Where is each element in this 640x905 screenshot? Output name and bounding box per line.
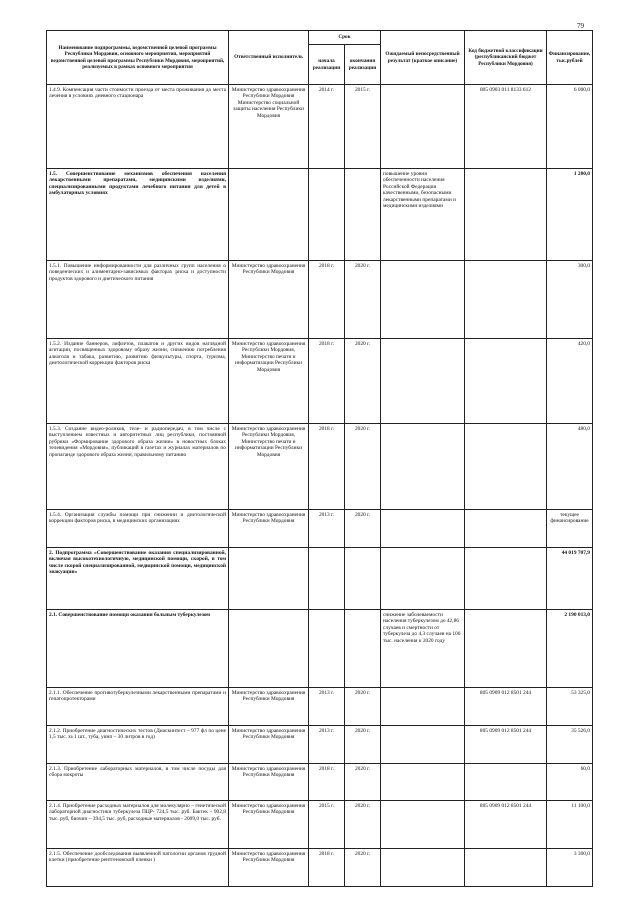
row-name: 2.1. Совершенствование помощи оказания больным туберкулезом <box>47 610 229 688</box>
table-row <box>47 85 593 169</box>
row-financing: 300,0 <box>547 261 593 339</box>
row-expected <box>381 510 465 548</box>
table-row <box>47 424 593 510</box>
header-financing: Финансирование, тыс.рублей <box>547 31 593 85</box>
table-row <box>47 548 593 610</box>
row-expected <box>381 726 465 764</box>
row-expected <box>381 764 465 801</box>
row-executor <box>229 548 309 610</box>
row-kbk: 805 0909 012 8501 244 <box>465 801 547 849</box>
header-term: Срок <box>309 31 381 45</box>
row-name: 2. Подпрограмма «Совершенствование оказания специализированной, включая высокотехнологичную, медицинской помощи, скорой, в том числе скорой специализированной, медицинской помощи, медицинской эвакуации» <box>47 548 229 610</box>
row-name: 2.1.1. Обеспечение противотуберкулезными лекарственными препаратами и гепатопротекторами <box>47 688 229 726</box>
row-financing: 44 019 707,9 <box>547 548 593 610</box>
row-end <box>345 548 381 610</box>
row-kbk <box>465 339 547 424</box>
row-start: 2013 г. <box>309 510 345 548</box>
row-kbk: 805 0909 012 8501 244 <box>465 726 547 764</box>
row-start <box>309 610 345 688</box>
row-end: 2020 г. <box>345 726 381 764</box>
row-executor <box>229 610 309 688</box>
row-financing: 3 300,0 <box>547 849 593 887</box>
row-start: 2018 г. <box>309 849 345 887</box>
row-executor: Министерство здравоохранения Республики Мордовия <box>229 688 309 726</box>
row-expected <box>381 849 465 887</box>
row-executor: Министерство здравоохранения Республики Мордовия <box>229 801 309 849</box>
row-financing: 11 100,0 <box>547 801 593 849</box>
table-row <box>47 688 593 726</box>
row-end: 2020 г. <box>345 849 381 887</box>
row-start: 2018 г. <box>309 339 345 424</box>
table-row <box>47 849 593 887</box>
row-kbk <box>465 764 547 801</box>
row-executor: Министерство здравоохранения Республики Мордовия <box>229 764 309 801</box>
row-executor: Министерство здравоохранения Республики Мордовия <box>229 510 309 548</box>
row-name: 2.1.4. Приобретение расходных материалов для молекулярно – генетической лабораторной диагностики туберкулеза ПЦР- 724,5 тыс. руб. Бактек – 902,8 тыс. руб, биочип – 394,5 тыс. руб, расходные материалов - 2009,0 тыс. руб. <box>47 801 229 849</box>
row-end: 2020 г. <box>345 424 381 510</box>
table-row <box>47 726 593 764</box>
row-name: 2.1.2. Приобретение диагностических тестов (Диаскинтест – 977 фл по цене 1,5 тыс. за 1 шт., туба, уинп – 30 литров в год) <box>47 726 229 764</box>
row-kbk <box>465 424 547 510</box>
row-financing: 35 526,0 <box>547 726 593 764</box>
row-expected <box>381 85 465 169</box>
row-expected <box>381 261 465 339</box>
row-executor <box>229 169 309 261</box>
row-expected <box>381 801 465 849</box>
row-executor: Министерство здравоохранения Республики Мордовия Министерство социальной защиты населения Республики Мордовия <box>229 85 309 169</box>
row-expected <box>381 548 465 610</box>
row-expected: снижение заболеваемости населения туберкулезом до 42,86 случаев и смертности от туберкулеза до 4,3 случаев на 100 тыс. населения к 2020 году <box>381 610 465 688</box>
row-end <box>345 610 381 688</box>
row-end: 2020 г. <box>345 688 381 726</box>
table-row <box>47 510 593 548</box>
row-executor: Министерство здравоохранения Республики Мордовия <box>229 726 309 764</box>
row-end: 2015 г. <box>345 85 381 169</box>
table-row <box>47 339 593 424</box>
row-kbk <box>465 849 547 887</box>
row-end: 2020 г. <box>345 801 381 849</box>
row-name: 1.5. Совершенствование механизмов обеспечения населения лекарственными препаратами, медицинскими изделиями, специализированными продуктами лечебного питания для детей в амбулаторных условиях <box>47 169 229 261</box>
row-kbk <box>465 548 547 610</box>
row-start <box>309 548 345 610</box>
row-financing: текущее финансирование <box>547 510 593 548</box>
row-kbk <box>465 261 547 339</box>
table-row <box>47 764 593 801</box>
row-end: 2020 г. <box>345 339 381 424</box>
row-start: 2018 г. <box>309 764 345 801</box>
row-kbk <box>465 610 547 688</box>
header-executor: Ответственный исполнитель <box>229 31 309 85</box>
row-expected: повышение уровня обеспеченности населения Российской Федерации качественными, безопасными лекарственными препаратами и медицинскими изделиями <box>381 169 465 261</box>
row-end <box>345 169 381 261</box>
row-start: 2018 г. <box>309 424 345 510</box>
row-financing: 480,0 <box>547 424 593 510</box>
row-executor: Министерство здравоохранения Республики Мордовия, Министерство печати и информатизации Республики Мордовия <box>229 339 309 424</box>
row-financing: 420,0 <box>547 339 593 424</box>
row-start: 2014 г. <box>309 85 345 169</box>
row-kbk: 805 0903 011 8133 612 <box>465 85 547 169</box>
row-expected <box>381 424 465 510</box>
row-end: 2020 г. <box>345 510 381 548</box>
row-executor: Министерство здравоохранения Республики Мордовия <box>229 261 309 339</box>
row-name: 2.1.5. Обеспечение дообследования выявленной патологии органов грудной клетки (приобретение рентгеновской пленки ) <box>47 849 229 887</box>
header-expected: Ожидаемый непосредственный результат (краткое описание) <box>381 31 465 85</box>
row-name: 1.4.9. Компенсация части стоимости проезда от места проживания до места лечения в условиях дневного стационара <box>47 85 229 169</box>
table-row <box>47 610 593 688</box>
row-expected <box>381 339 465 424</box>
table-row <box>47 801 593 849</box>
row-financing: 53 325,0 <box>547 688 593 726</box>
table-row <box>47 169 593 261</box>
row-name: 1.5.2. Издание баннеров, лифлетов, плакатов и других видов наглядной агитации, посвященных здоровому образу жизни, снижению потребления алкоголя и табака, развитию, развитию физкультуры, спорта, туризма, диетологической коррекции факторов риска <box>47 339 229 424</box>
row-financing: 60,0 <box>547 764 593 801</box>
row-executor: Министерство здравоохранения Республики Мордовия <box>229 849 309 887</box>
header-name: Наименование подпрограммы, ведомственной целевой программы Республики Мордовия, основного мероприятия, мероприятий ведомственной целевой программы Республики Мордовия, мероприятий, реализуемых в рамках основного мероприятия <box>47 31 229 85</box>
page-number: 79 <box>577 22 584 30</box>
table-row <box>47 261 593 339</box>
row-kbk <box>465 169 547 261</box>
header-end: окончания реализации <box>345 45 381 85</box>
row-name: 1.5.3. Создание видео-роликов, теле- и радиопередач, в том числе с выступлением известных и авторитетных лиц республики, постоянной рубрики «Формирование здорового образа жизни» в новостных блоках телевидения «Мордовия», публикаций в газетах и журналах материалов по пропаганде здорового образа жизни, правильному питанию <box>47 424 229 510</box>
row-start: 2013 г. <box>309 688 345 726</box>
row-kbk: 805 0909 012 8501 244 <box>465 688 547 726</box>
row-start: 2018 г. <box>309 261 345 339</box>
row-name: 1.5.1. Повышение информированности для различных групп населения о поведенческих и алиментарно-зависимых факторах риска и доступности продуктов здорового и диетического питания <box>47 261 229 339</box>
row-financing: 6 000,0 <box>547 85 593 169</box>
header-start: начала реализации <box>309 45 345 85</box>
row-end: 2020 г. <box>345 764 381 801</box>
program-table <box>46 30 593 887</box>
row-financing: 2 190 013,0 <box>547 610 593 688</box>
header-kbk: Код бюджетной классификации (республиканский бюджет Республики Мордовия) <box>465 31 547 85</box>
row-start: 2013 г. <box>309 726 345 764</box>
row-expected <box>381 688 465 726</box>
row-end: 2020 г. <box>345 261 381 339</box>
row-financing: 1 200,0 <box>547 169 593 261</box>
row-name: 1.5.4. Организация службы помощи при снижении и диетологической коррекции факторов риска, в медицинских организациях <box>47 510 229 548</box>
row-start: 2015 г. <box>309 801 345 849</box>
row-executor: Министерство здравоохранения Республики Мордовия, Министерство печати и информатизации Республики Мордовия <box>229 424 309 510</box>
row-kbk <box>465 510 547 548</box>
row-start <box>309 169 345 261</box>
row-name: 2.1.3. Приобретение лабораторных материалов, в том числе посуды для сбора мокроты <box>47 764 229 801</box>
